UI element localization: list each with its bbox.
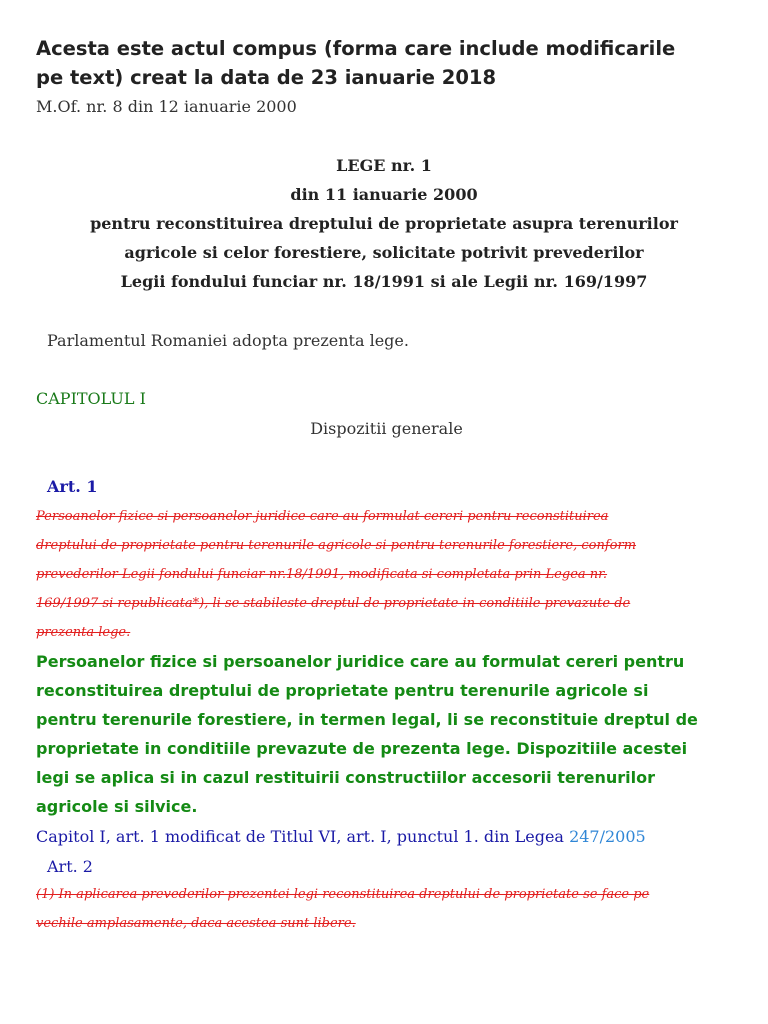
amended-text-line: reconstituirea dreptului de proprietate pentru terenurile agricole si [36,681,649,700]
repealed-text-line: prezenta lege. [36,625,131,640]
amended-text-line: Persoanelor fizice si persoanelor juridice care au formulat cereri pentru [36,652,685,671]
law-title-line: Legii fondului funciar nr. 18/1991 si ale Legii nr. 169/1997 [120,272,648,291]
amendment-note [36,826,646,848]
chapter-label: CAPITOLUL I [36,389,146,408]
repealed-text-line: prevederilor Legii fondului funciar nr.18/1991, modificata si completata prin Legea nr. [36,567,608,582]
law-number: LEGE nr. 1 [336,156,432,175]
article-2-label: Art. 2 [47,857,93,876]
repealed-text-line: (1) In aplicarea prevederilor prezentei legi reconstituirea dreptului de proprietate se face pe [36,887,650,902]
repealed-text-line: vechile amplasamente, daca acestea sunt libere. [36,916,356,931]
preamble: Parlamentul Romaniei adopta prezenta lege. [47,331,409,350]
repealed-text-line: 169/1997 si republicata*), li se stabileste dreptul de proprietate in conditiile prevazute de [36,596,631,611]
amended-text-line: proprietate in conditiile prevazute de prezenta lege. Dispozitiile acestei [36,739,688,758]
law-title-line: pentru reconstituirea dreptului de proprietate asupra terenurilor [90,214,678,233]
title-line: pe text) creat la data de 23 ianuarie 2018 [36,66,497,89]
repealed-text-line: dreptului de proprietate pentru terenurile agricole si pentru terenurile forestiere, conform [36,538,637,553]
official-gazette-ref: M.Of. nr. 8 din 12 ianuarie 2000 [36,97,297,116]
law-date: din 11 ianuarie 2000 [290,185,478,204]
title-line: Acesta este actul compus (forma care include modificarile [36,37,676,60]
law-247-2005-link[interactable]: 247/2005 [569,827,646,846]
repealed-text-line: Persoanelor fizice si persoanelor juridice care au formulat cereri pentru reconstituirea [36,509,609,524]
chapter-title: Dispozitii generale [310,419,463,438]
amended-text-line: legi se aplica si in cazul restituirii constructiilor accesorii terenurilor [36,768,655,787]
document-title [36,34,736,92]
amendment-note-text: Capitol I, art. 1 modificat de Titlul VI, art. I, punctul 1. din Legea [36,827,570,846]
law-title-line: agricole si celor forestiere, solicitate potrivit prevederilor [124,243,644,262]
article-1-label: Art. 1 [47,477,98,496]
amended-text-line: pentru terenurile forestiere, in termen legal, li se reconstituie dreptul de [36,710,698,729]
amended-text-line: agricole si silvice. [36,797,198,816]
